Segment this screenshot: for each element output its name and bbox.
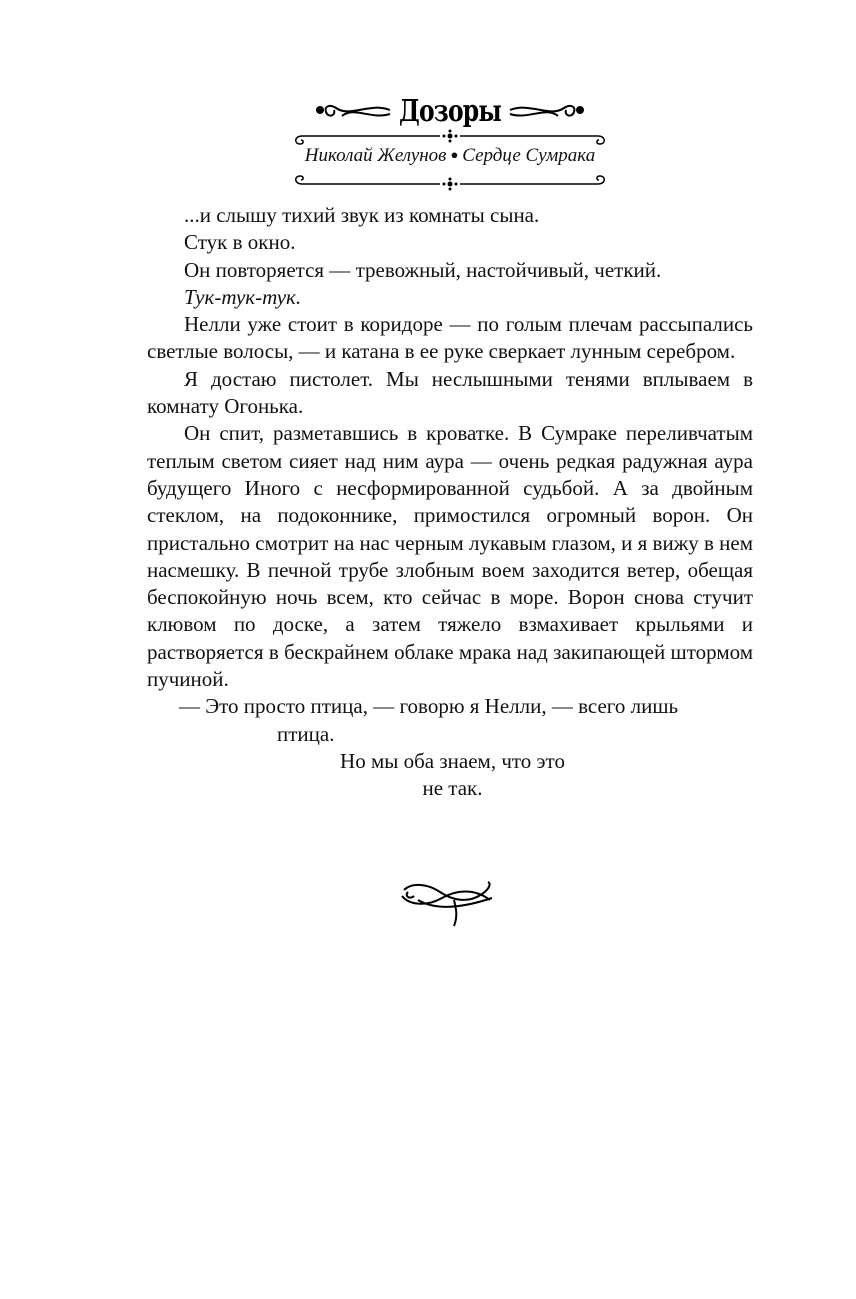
dialog-line: птица. bbox=[277, 721, 335, 746]
paragraph: Я достаю пистолет. Мы неслышными тенями вплываем в комнату Огонька. bbox=[147, 366, 753, 419]
paragraph: Стук в окно. bbox=[184, 230, 296, 255]
page-text bbox=[147, 202, 753, 803]
end-flourish-icon bbox=[398, 876, 498, 932]
closing-line: Но мы оба знаем, что это bbox=[340, 748, 565, 773]
book-subtitle bbox=[290, 144, 610, 169]
paragraph: ...и слышу тихий звук из комнаты сына. bbox=[184, 203, 540, 227]
book-title: Сердце Сумрака bbox=[462, 145, 596, 166]
paragraph: Он спит, разметавшись в кроватке. В Сумраке переливчатым теплым светом сияет над ним аура — очень редкая радужная аура будущего Иного с несформированной судьбой. А за двойным стеклом, на подоконнике, примостился огромный ворон. Он пристально смотрит на нас черным лукавым глазом, и я вижу в нем насмешку. В печной трубе злобным воем заходится ветер, обещая беспокойную ночь всем, кто сейчас в море. Ворон снова стучит клювом по доске, а затем тяжело взмахивает крыльями и растворяется в бескрайнем облаке мрака над закипающей штормом пучиной. bbox=[147, 421, 753, 692]
dialog-line: — Это просто птица, — говорю я Нелли, — всего лишь bbox=[179, 694, 679, 719]
running-header bbox=[290, 92, 610, 192]
paragraph: Он повторяется — тревожный, настойчивый, четкий. bbox=[184, 257, 662, 282]
series-title: Дозоры bbox=[398, 94, 502, 129]
closing-line: не так. bbox=[422, 776, 483, 801]
italic-sound: Тук-тук-тук. bbox=[184, 284, 302, 309]
separator-dot: ● bbox=[450, 147, 459, 162]
paragraph: Нелли уже стоит в коридоре — по голым плечам рассыпались светлые волосы, — и катана в ее руке сверкает лунным серебром. bbox=[147, 312, 753, 364]
author-name: Николай Желунов bbox=[304, 145, 447, 166]
paragraph bbox=[147, 284, 753, 311]
